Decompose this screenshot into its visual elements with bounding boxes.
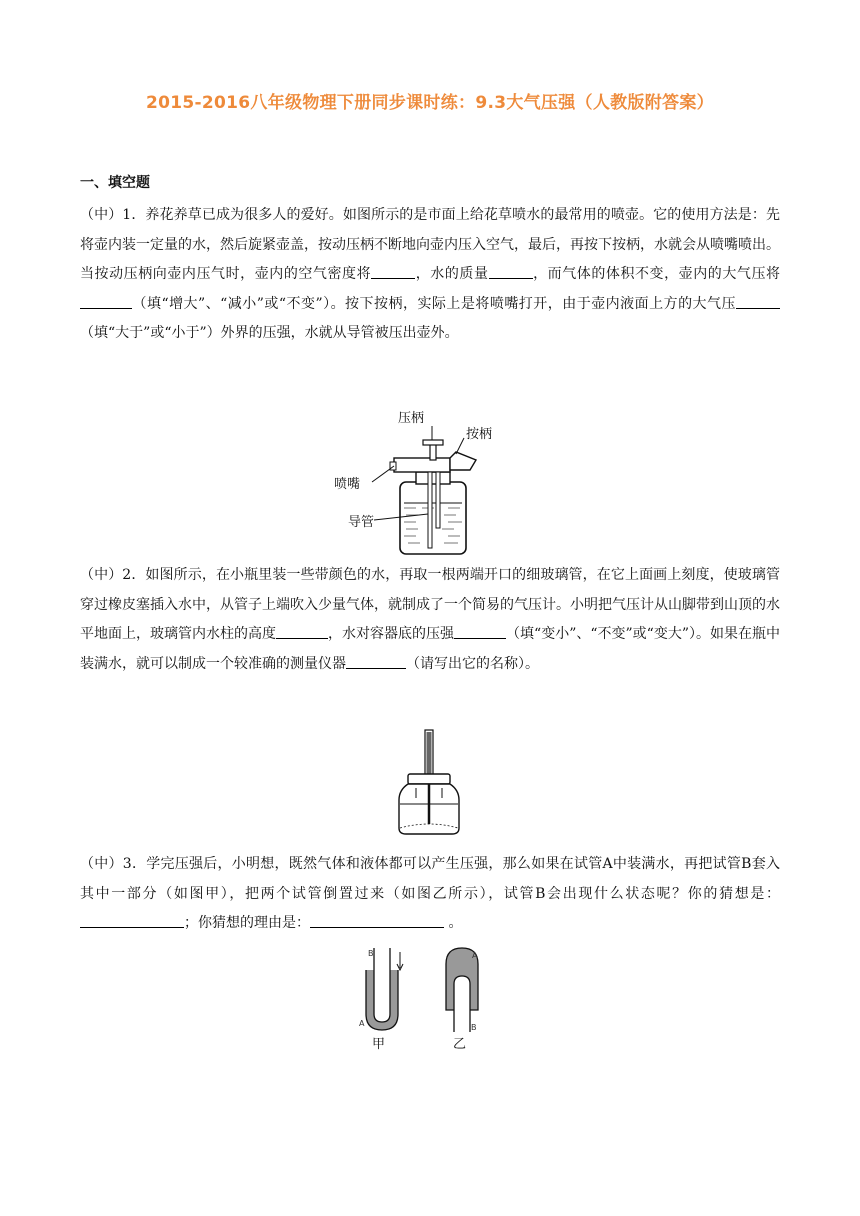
label-nozzle: 喷嘴: [334, 477, 361, 492]
barometer-bottle-figure: [396, 728, 462, 838]
question-2: [80, 561, 780, 679]
page-title: 2015-2016八年级物理下册同步课时练：9.3大气压强（人教版附答案）: [146, 93, 714, 113]
label-trigger: 按柄: [466, 427, 493, 442]
label-tube-b-inverted: B: [471, 1023, 477, 1032]
test-tubes-figure: [358, 944, 488, 1054]
question-1-text-part-4: （填“增大”、“减小”或“不变”）。按下按柄，实际上是将喷嘴打开，由于壶内液面上方的大气压: [132, 295, 736, 312]
label-press-handle: 压柄: [398, 411, 425, 426]
answer-blank[interactable]: [346, 654, 406, 669]
answer-blank[interactable]: [736, 294, 780, 309]
question-3-text-part-2: ；你猜想的理由是：: [184, 915, 310, 931]
spray-bottle-figure: [332, 408, 510, 558]
question-3-text-part-1: （中）3．学完压强后，小明想，既然气体和液体都可以产生压强，那么如果在试管A中装满水，再把试管B套入其中一部分（如图甲），把两个试管倒置过来（如图乙所示），试管B会出现什么状态呢？你的猜想是：: [80, 856, 780, 902]
question-2-text-part-2: ，水对容器底的压强: [328, 626, 455, 642]
question-2-text-part-3: （填“变小”、“不变”或“变大”）。如果在瓶中装满水，就可以制成一个较准确的测量仪器: [80, 626, 780, 672]
question-2-text-part-4: （请写出它的名称）。: [406, 655, 539, 672]
question-1: [80, 201, 780, 349]
question-3-text-part-3: 。: [444, 915, 463, 931]
answer-blank[interactable]: [310, 913, 444, 928]
answer-blank[interactable]: [489, 264, 533, 279]
section-heading: 一、填空题: [80, 175, 150, 191]
answer-blank[interactable]: [276, 624, 328, 639]
question-2-text-part-1: （中）2．如图所示，在小瓶里装一些带颜色的水，再取一根两端开口的细玻璃管，在它上面画上刻度，使玻璃管穿过橡皮塞插入水中，从管子上端吹入少量气体，就制成了一个简易的气压计。小明把气压计从山脚带到山顶的水平地面上，玻璃管内水柱的高度: [80, 567, 780, 642]
question-1-text-part-5: （填“大于”或“小于”）外界的压强，水就从导管被压出壶外。: [80, 325, 459, 341]
answer-blank[interactable]: [371, 264, 415, 279]
label-tube-a: A: [359, 1019, 365, 1028]
question-1-text-part-1: （中）1．养花养草已成为很多人的爱好。如图所示的是市面上给花草喷水的最常用的喷壶。它的使用方法是：先将壶内装一定量的水，然后旋紧壶盖，按动压柄不断地向壶内压入空气，最后，再按下按柄，水就会从喷嘴喷出。当按动压柄向壶内压气时，壶内的空气密度将: [80, 207, 780, 282]
label-tube: 导管: [348, 515, 375, 530]
label-tube-b: B: [368, 949, 374, 958]
label-tube-a-inverted: A: [472, 951, 478, 960]
question-1-text-part-2: ，水的质量: [415, 266, 489, 282]
question-1-text-part-3: ，而气体的体积不变，壶内的大气压将: [532, 266, 781, 282]
label-fig-jia: 甲: [372, 1037, 386, 1052]
question-3: [80, 850, 780, 939]
answer-blank[interactable]: [80, 913, 184, 928]
answer-blank[interactable]: [80, 294, 132, 309]
label-fig-yi: 乙: [453, 1037, 467, 1052]
answer-blank[interactable]: [454, 624, 506, 639]
